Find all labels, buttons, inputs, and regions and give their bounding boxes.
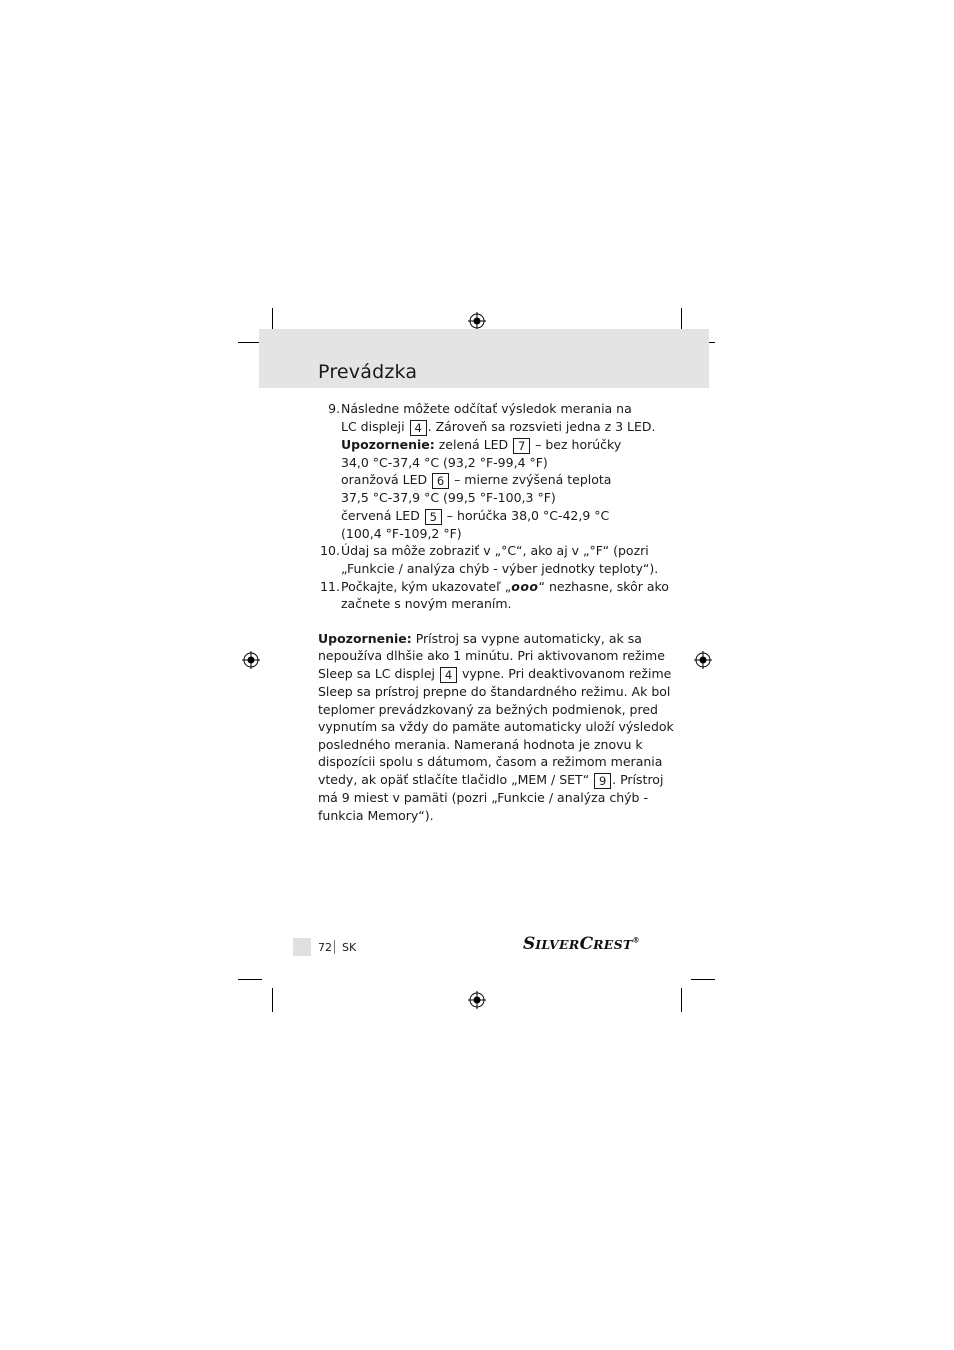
registration-mark-icon (242, 651, 260, 669)
registration-mark-icon (694, 651, 712, 669)
crop-mark (272, 988, 273, 1012)
text: “ nezhasne, skôr ako (538, 578, 669, 594)
note-line (318, 665, 672, 683)
step-line (341, 578, 669, 596)
display-indicator: ooo (511, 578, 539, 594)
note-line: dispozícii spolu s dátumom, časom a režimom merania (318, 754, 663, 770)
step-line (341, 436, 656, 454)
list-item-step-11 (318, 578, 669, 613)
step-line: 34,0 °C-37,4 °C (93,2 °F-99,4 °F) (341, 454, 548, 470)
note-line: nepoužíva dlhšie ako 1 minútu. Pri aktivovanom režime (318, 648, 665, 664)
note-line: má 9 miest v pamäti (pozri „Funkcie / analýza chýb - (318, 789, 648, 805)
crop-mark (691, 979, 715, 980)
note-line (318, 630, 642, 648)
step-line: začnete s novým meraním. (341, 596, 512, 612)
footer-divider (334, 940, 335, 954)
note-line: teplomer prevádzkovaný za bežných podmienok, pred (318, 701, 658, 717)
step-line: Následne môžete odčítať výsledok merania na (341, 401, 632, 416)
step-line (341, 471, 656, 489)
note-line: posledného merania. Nameraná hodnota je znovu k (318, 736, 643, 752)
brand-letter: S (523, 934, 536, 954)
brand-letters: REST (593, 937, 633, 952)
registered-mark: ® (632, 935, 640, 945)
text: – mierne zvýšená teplota (450, 472, 612, 488)
text: – horúčka 38,0 °C-42,9 °C (442, 507, 610, 523)
step-number: 10. (320, 543, 340, 559)
note-label: Upozornenie: (318, 630, 412, 646)
list-item-step-10 (318, 542, 659, 577)
step-number: 11. (320, 578, 340, 594)
note-line: Sleep sa prístroj prepne do štandardného režimu. Ak bol (318, 683, 671, 699)
part-ref-box: 7 (513, 438, 530, 454)
step-line: (100,4 °F-109,2 °F) (341, 525, 462, 541)
text: červená LED (341, 507, 420, 523)
part-ref-box: 4 (410, 420, 427, 436)
footer-tab-marker (293, 938, 311, 956)
step-text (340, 400, 656, 542)
main-content (318, 400, 674, 824)
text: Počkajte, kým ukazovateľ „ (341, 578, 512, 594)
step-text (340, 542, 658, 577)
page-number: 72 (318, 941, 332, 954)
part-ref-box: 9 (594, 773, 611, 789)
note-paragraph (318, 630, 674, 824)
part-ref-box: 6 (432, 473, 449, 489)
list-item-step-9 (318, 400, 656, 542)
text: oranžová LED (341, 472, 428, 488)
text: . Prístroj (612, 771, 664, 787)
crop-mark (238, 979, 262, 980)
note-line: vypnutím sa vždy do pamäte automaticky uloží výsledok (318, 719, 674, 735)
brand-logo (523, 934, 640, 954)
section-title: Prevádzka (318, 361, 418, 383)
step-line (341, 418, 656, 436)
text: vypne. Pri deaktivovanom režime (457, 665, 672, 681)
step-line: „Funkcie / analýza chýb - výber jednotky teploty“). (341, 560, 659, 576)
note-line (318, 771, 664, 789)
registration-mark-icon (468, 312, 486, 330)
part-ref-box: 5 (425, 509, 442, 525)
text: vtedy, ak opäť stlačíte tlačidlo „MEM / SET“ (318, 771, 590, 787)
text: Prístroj sa vypne automaticky, ak sa (411, 630, 642, 646)
brand-letter: C (579, 934, 594, 954)
text: . Zároveň sa rozsvieti jedna z 3 LED. (427, 418, 656, 434)
step-line: 37,5 °C-37,9 °C (99,5 °F-100,3 °F) (341, 490, 556, 506)
text: Sleep sa LC displej (318, 665, 435, 681)
crop-mark (681, 988, 682, 1012)
note-line: funkcia Memory“). (318, 807, 434, 823)
step-text (340, 578, 669, 613)
step-line (341, 507, 656, 525)
brand-letters: ILVER (535, 937, 580, 952)
registration-mark-icon (468, 991, 486, 1009)
text: LC displeji (341, 418, 405, 434)
text: zelená LED (434, 436, 509, 452)
step-line: Údaj sa môže zobraziť v „°C“, ako aj v „°F“ (pozri (341, 543, 649, 559)
step-number: 9. (328, 401, 340, 416)
part-ref-box: 4 (440, 667, 457, 683)
note-label: Upozornenie: (341, 436, 435, 452)
text: – bez horúčky (531, 436, 622, 452)
language-code: SK (342, 941, 357, 954)
